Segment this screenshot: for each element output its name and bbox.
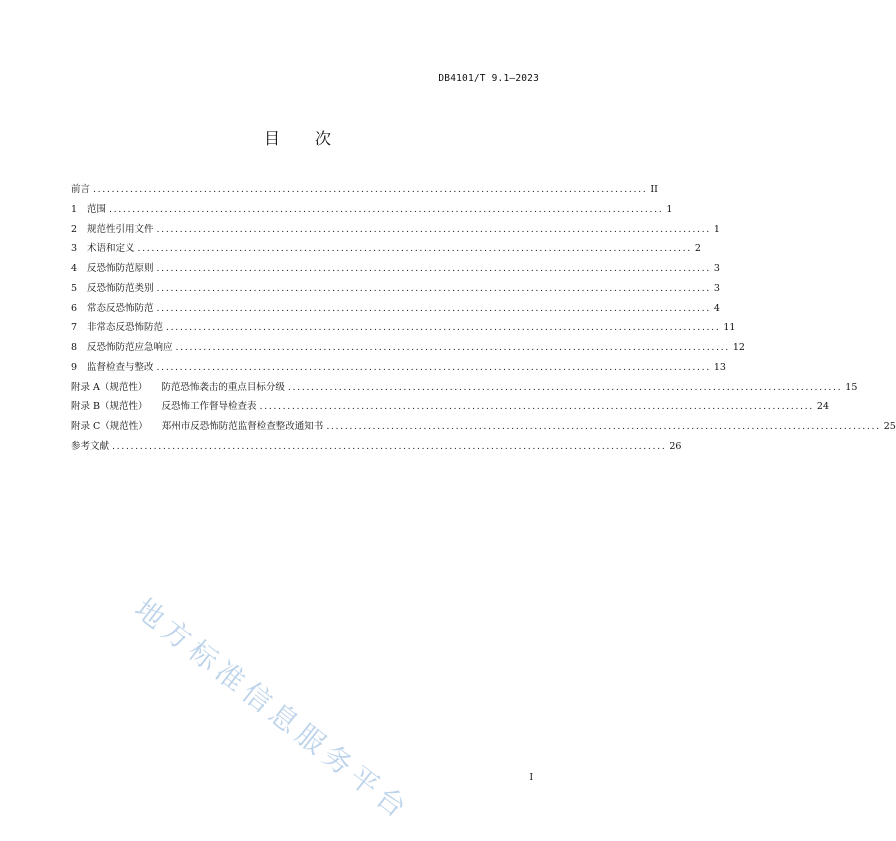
- toc-leader: ........................................................................................................................: [166, 322, 721, 334]
- toc-leader: ........................................................................................................................: [156, 223, 711, 235]
- toc-label: 反恐怖工作督导检查表: [161, 401, 257, 413]
- toc-page-number: 25: [883, 421, 896, 433]
- toc-entry-5[interactable]: [71, 279, 720, 299]
- toc-number: 9: [71, 361, 78, 373]
- toc-entry-references[interactable]: [71, 437, 682, 457]
- toc-page-number: 26: [669, 440, 682, 452]
- toc-leader: ........................................................................................................................: [175, 342, 730, 354]
- toc-page-number: 3: [713, 282, 720, 294]
- toc-page-number: 15: [845, 381, 858, 393]
- toc-entry-7[interactable]: [71, 318, 736, 338]
- toc-number: 8: [71, 342, 78, 354]
- toc-appendix-number: 附录 C（规范性）: [71, 421, 148, 433]
- toc-page-number: II: [650, 184, 658, 196]
- toc-label: 常态反恐怖防范: [87, 302, 154, 314]
- toc-number: 5: [71, 282, 78, 294]
- toc-page-number: 13: [713, 361, 726, 373]
- toc-label: 规范性引用文件: [87, 223, 154, 235]
- toc-leader: ........................................................................................................................: [112, 440, 667, 452]
- watermark-text: 地方标准信息服务平台: [128, 591, 417, 828]
- toc-number: 2: [71, 223, 78, 235]
- page-title: [0, 126, 595, 149]
- title-char-1: 目: [263, 129, 280, 148]
- toc-page-number: 3: [713, 263, 720, 275]
- toc-page-number: 12: [732, 342, 745, 354]
- document-code: DB4101/T 9.1—2023: [438, 73, 539, 84]
- toc-entry-8[interactable]: [71, 338, 745, 358]
- toc-entry-appendix-c[interactable]: [71, 417, 896, 437]
- toc-leader: ........................................................................................................................: [156, 282, 711, 294]
- toc-label: 反恐怖防范类别: [87, 282, 154, 294]
- toc-entry-9[interactable]: [71, 358, 726, 378]
- toc-entry-1[interactable]: [71, 200, 673, 220]
- toc-page-number: 2: [694, 243, 701, 255]
- toc-entry-6[interactable]: [71, 299, 720, 319]
- toc-label: 反恐怖防范原则: [87, 263, 154, 275]
- toc-entry-appendix-a[interactable]: [71, 378, 858, 398]
- toc-label: 范围: [87, 203, 107, 215]
- toc-page-number: 24: [816, 401, 829, 413]
- toc-leader: ........................................................................................................................: [259, 401, 814, 413]
- toc-label: 反恐怖防范应急响应: [87, 342, 173, 354]
- toc-page-number: 4: [713, 302, 720, 314]
- toc-appendix-number: 附录 B（规范性）: [71, 401, 148, 413]
- toc-entry-foreword[interactable]: [71, 180, 658, 200]
- toc-label: 监督检查与整改: [87, 361, 154, 373]
- toc-leader: ........................................................................................................................: [156, 302, 711, 314]
- toc-label: 参考文献: [71, 440, 110, 452]
- toc-entry-appendix-b[interactable]: [71, 397, 829, 417]
- toc-page-number: 1: [713, 223, 720, 235]
- toc-leader: ........................................................................................................................: [137, 243, 692, 255]
- toc-leader: ........................................................................................................................: [93, 184, 648, 196]
- toc-leader: ........................................................................................................................: [287, 381, 843, 393]
- toc-leader: ........................................................................................................................: [156, 263, 711, 275]
- toc-number: 7: [71, 322, 78, 334]
- toc-entry-3[interactable]: [71, 239, 701, 259]
- toc-number: 1: [71, 203, 78, 215]
- toc-entry-4[interactable]: [71, 259, 720, 279]
- table-of-contents: [71, 180, 896, 457]
- toc-label: 术语和定义: [87, 243, 135, 255]
- toc-label: 非常态反恐怖防范: [87, 322, 164, 334]
- page-number: I: [529, 773, 533, 783]
- toc-leader: ........................................................................................................................: [326, 421, 881, 433]
- toc-appendix-number: 附录 A（规范性）: [71, 381, 148, 393]
- toc-label: 郑州市反恐怖防范监督检查整改通知书: [161, 421, 324, 433]
- toc-label: 前言: [71, 184, 91, 196]
- toc-number: 3: [71, 243, 78, 255]
- toc-page-number: 1: [666, 203, 673, 215]
- toc-leader: ........................................................................................................................: [156, 361, 711, 373]
- toc-label: 防范恐怖袭击的重点目标分级: [161, 381, 285, 393]
- toc-number: 6: [71, 302, 78, 314]
- toc-entry-2[interactable]: [71, 220, 720, 240]
- toc-leader: ........................................................................................................................: [109, 203, 664, 215]
- title-char-2: 次: [315, 129, 332, 148]
- toc-number: 4: [71, 263, 78, 275]
- toc-page-number: 11: [723, 322, 736, 334]
